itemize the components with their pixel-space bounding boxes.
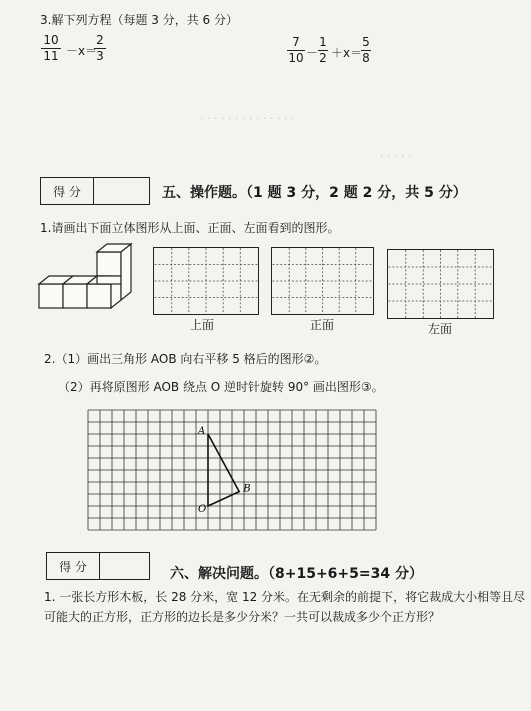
cube-front-face bbox=[97, 252, 121, 276]
cube-front-face bbox=[63, 284, 87, 308]
score-label: 得 分 bbox=[47, 553, 100, 579]
point-label-o: O bbox=[198, 504, 207, 515]
eq2-a-numerator: 7 bbox=[292, 35, 300, 49]
cube-front-face bbox=[97, 276, 121, 284]
eq2-a-denominator: 10 bbox=[288, 51, 304, 65]
eq2-result-denominator: 8 bbox=[362, 51, 370, 65]
drawing-grid[interactable] bbox=[86, 408, 378, 532]
eq2-b-denominator: 2 bbox=[319, 51, 327, 65]
section5-q1: 1.请画出下面立体图形从上面、正面、左面看到的图形。 bbox=[40, 221, 340, 235]
cube-front-face bbox=[39, 284, 63, 308]
front-view-grid[interactable] bbox=[271, 247, 374, 315]
eq1-result-numerator: 2 bbox=[96, 33, 104, 47]
section6-title: 六、解决问题。（8+15+6+5=34 分） bbox=[170, 566, 423, 582]
left-view-label: 左面 bbox=[428, 322, 453, 336]
eq1-denominator: 11 bbox=[43, 49, 59, 63]
eq1-result-denominator: 3 bbox=[96, 49, 104, 63]
section5-title: 五、操作题。（1 题 3 分，2 题 2 分，共 5 分） bbox=[162, 185, 467, 201]
top-view-grid[interactable] bbox=[153, 247, 259, 315]
section5-q2-part2: （2）再将原图形 AOB 绕点 O 逆时针旋转 90° 画出图形③。 bbox=[58, 380, 384, 394]
score-box-section6 bbox=[46, 552, 150, 580]
section3-title: 3.解下列方程（每题 3 分，共 6 分） bbox=[40, 13, 238, 27]
eq2-b-numerator: 1 bbox=[319, 35, 327, 49]
score-label: 得 分 bbox=[41, 178, 94, 204]
eq2-operator: ＋x＝ bbox=[331, 46, 363, 60]
score-box-section5 bbox=[40, 177, 150, 205]
score-blank bbox=[94, 178, 149, 204]
eq2-minus: － bbox=[306, 46, 319, 60]
eq1-numerator: 10 bbox=[43, 33, 59, 47]
point-label-a: A bbox=[198, 426, 206, 437]
top-view-label: 上面 bbox=[190, 318, 215, 332]
eq2-result-numerator: 5 bbox=[362, 35, 370, 49]
cube-side-face bbox=[121, 244, 131, 300]
section5-q2-part1: 2.（1）画出三角形 AOB 向右平移 5 格后的图形②。 bbox=[44, 352, 327, 366]
cube-front-face bbox=[87, 284, 111, 308]
bleed-through-text: · · · · · · · · · · · · · · bbox=[200, 112, 295, 125]
point-label-b: B bbox=[243, 483, 251, 495]
front-view-label: 正面 bbox=[310, 318, 335, 332]
section6-q1-line2: 可能大的正方形，正方形的边长是多少分米？一共可以裁成多少个正方形？ bbox=[44, 610, 441, 624]
left-view-grid[interactable] bbox=[387, 249, 494, 319]
eq1-operator: －x＝ bbox=[66, 44, 98, 58]
bleed-through-text: · · · · · bbox=[380, 150, 412, 163]
score-blank bbox=[100, 553, 149, 579]
cube-figure bbox=[35, 238, 135, 310]
section6-q1-line1: 1. 一张长方形木板，长 28 分米，宽 12 分米。在无剩余的前提下，将它裁成大小相等且尽 bbox=[44, 590, 526, 604]
